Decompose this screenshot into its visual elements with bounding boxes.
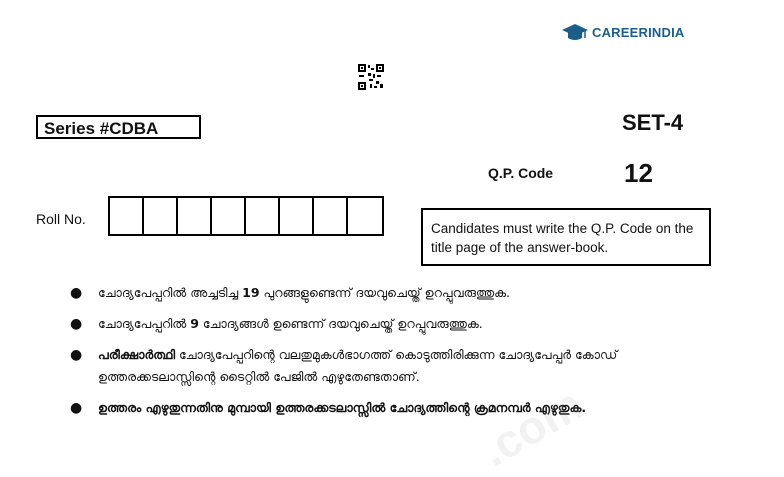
careerindia-logo — [562, 22, 684, 42]
bullet-icon: ● — [70, 347, 83, 363]
instruction-text: ചോദ്യപേപ്പറിൽ — [98, 316, 191, 331]
instruction-list — [70, 282, 720, 428]
instruction-item — [70, 397, 720, 419]
roll-number-label: Roll No. — [36, 211, 86, 227]
bullet-icon: ● — [70, 400, 83, 416]
qp-code-value: 12 — [624, 158, 653, 188]
roll-number-box[interactable] — [348, 198, 382, 234]
instruction-text: പുറങ്ങളുണ്ടെന്ന് ദയവുചെയ്ത് ഉറപ്പുവരുത്തുക. — [259, 285, 511, 300]
roll-number-boxes — [108, 196, 384, 236]
roll-number-box[interactable] — [246, 198, 280, 234]
qr-code-icon — [358, 64, 384, 90]
roll-number-box[interactable] — [110, 198, 144, 234]
roll-number-box[interactable] — [178, 198, 212, 234]
set-number: SET-4 — [622, 110, 684, 135]
instruction-text: ചോദ്യപേപ്പറിന്റെ വലതുമുകൾഭാഗത്ത് കൊടുത്തിരിക്കുന്ന ചോദ്യപേപ്പർ കോഡ് ഉത്തരക്കടലാസ്സിന്റെ ടൈറ്റിൽ പേജിൽ എഴുതേണ്ടതാണ്. — [98, 347, 618, 384]
bullet-icon: ● — [70, 285, 83, 301]
roll-number-box[interactable] — [212, 198, 246, 234]
watermark: .com — [472, 377, 592, 477]
instruction-text: 9 — [190, 316, 199, 331]
instruction-item — [70, 344, 720, 388]
roll-number-box[interactable] — [144, 198, 178, 234]
instruction-text: ഉത്തരം എഴുതുന്നതിനു മുമ്പായി ഉത്തരക്കടലാസ്സിൽ ചോദ്യത്തിന്റെ ക്രമനമ്പർ എഴുതുക. — [98, 400, 587, 415]
qp-code-notice-box: Candidates must write the Q.P. Code on the title page of the answer-book. — [421, 208, 711, 266]
instruction-text: ചോദ്യങ്ങൾ ഉണ്ടെന്ന് ദയവുചെയ്ത് ഉറപ്പുവരുത്തുക. — [198, 316, 483, 331]
instruction-item — [70, 313, 720, 335]
instruction-text: ചോദ്യപേപ്പറിൽ അച്ചടിച്ച — [98, 285, 243, 300]
series-label: Series #CDBA — [36, 115, 201, 139]
instruction-text: 19 — [242, 285, 260, 300]
roll-number-box[interactable] — [314, 198, 348, 234]
roll-number-box[interactable] — [280, 198, 314, 234]
graduation-cap-icon — [562, 22, 588, 42]
instruction-item — [70, 282, 720, 304]
bullet-icon: ● — [70, 316, 83, 332]
qp-code-label: Q.P. Code — [488, 165, 554, 181]
instruction-text: പരീക്ഷാർത്ഥി — [98, 347, 176, 362]
logo-text: CAREERINDIA — [592, 24, 685, 40]
